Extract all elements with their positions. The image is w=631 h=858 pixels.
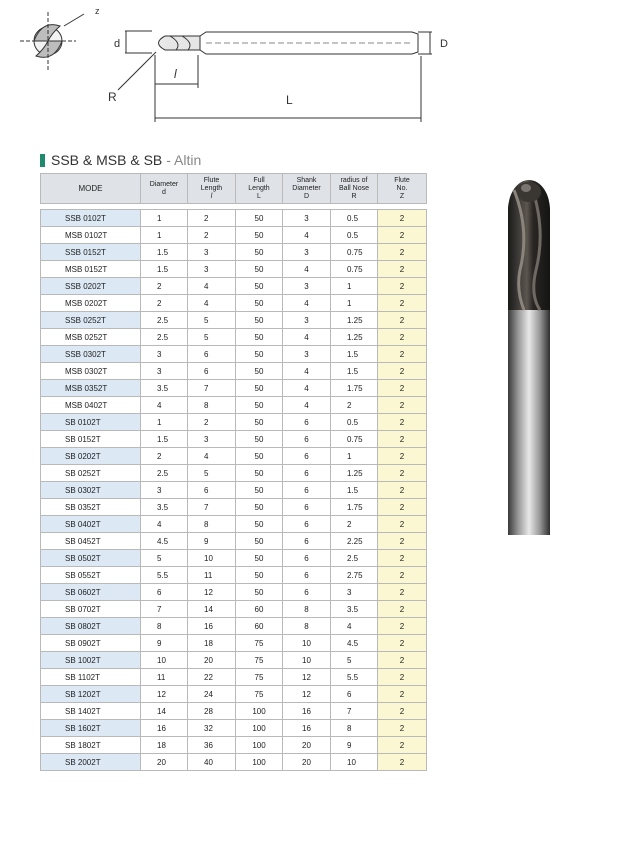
full-length-L-cell: 100 <box>236 703 283 720</box>
diameter-d-cell: 3 <box>141 346 188 363</box>
model-code-cell: SSB 0302T <box>41 346 141 363</box>
table-row <box>41 499 427 516</box>
shank-diameter-D-cell: 6 <box>283 533 331 550</box>
full-length-L-cell: 50 <box>236 516 283 533</box>
end-mill-product-image <box>500 170 560 540</box>
header-flute-length: Flute Length l <box>188 174 236 204</box>
flute-count-Z-cell: 2 <box>378 312 427 329</box>
ball-nose-radius-R-cell: 1 <box>331 278 378 295</box>
end-view-diagram <box>20 12 84 70</box>
full-length-L-cell: 75 <box>236 669 283 686</box>
full-length-L-cell: 50 <box>236 567 283 584</box>
table-row <box>41 448 427 465</box>
shank-diameter-D-cell: 6 <box>283 465 331 482</box>
full-length-L-cell: 50 <box>236 448 283 465</box>
model-code-cell: SB 0902T <box>41 635 141 652</box>
model-code-cell: SB 2002T <box>41 754 141 771</box>
shank-diameter-D-cell: 3 <box>283 346 331 363</box>
model-code-cell: SB 0252T <box>41 465 141 482</box>
diameter-d-cell: 1 <box>141 227 188 244</box>
diameter-d-cell: 2.5 <box>141 329 188 346</box>
table-row <box>41 312 427 329</box>
flute-length-l-cell: 20 <box>188 652 236 669</box>
model-code-cell: SSB 0102T <box>41 210 141 227</box>
flute-count-Z-cell: 2 <box>378 380 427 397</box>
ball-nose-radius-R-cell: 0.5 <box>331 210 378 227</box>
table-row <box>41 295 427 312</box>
flute-count-Z-cell: 2 <box>378 499 427 516</box>
full-length-L-cell: 50 <box>236 346 283 363</box>
ball-nose-radius-R-cell: 3 <box>331 584 378 601</box>
flute-length-l-cell: 16 <box>188 618 236 635</box>
diameter-d-cell: 11 <box>141 669 188 686</box>
shank-diameter-D-cell: 10 <box>283 635 331 652</box>
shank-diameter-D-cell: 6 <box>283 448 331 465</box>
flute-count-Z-cell: 2 <box>378 465 427 482</box>
table-row <box>41 703 427 720</box>
flute-length-l-cell: 5 <box>188 329 236 346</box>
flute-count-Z-cell: 2 <box>378 669 427 686</box>
flute-length-l-cell: 9 <box>188 533 236 550</box>
shank-diameter-D-cell: 6 <box>283 482 331 499</box>
flute-length-l-cell: 7 <box>188 380 236 397</box>
l-label: l <box>174 67 177 81</box>
model-code-cell: MSB 0102T <box>41 227 141 244</box>
full-length-L-cell: 50 <box>236 533 283 550</box>
flute-length-l-cell: 3 <box>188 244 236 261</box>
table-row <box>41 652 427 669</box>
full-length-L-cell: 50 <box>236 465 283 482</box>
table-row <box>41 584 427 601</box>
shank-diameter-D-cell: 6 <box>283 431 331 448</box>
full-length-L-cell: 75 <box>236 652 283 669</box>
flute-length-l-cell: 4 <box>188 448 236 465</box>
ball-nose-radius-R-cell: 2 <box>331 397 378 414</box>
shank-diameter-D-cell: 20 <box>283 754 331 771</box>
full-length-L-cell: 100 <box>236 737 283 754</box>
shank-diameter-D-cell: 3 <box>283 210 331 227</box>
shank-diameter-D-cell: 3 <box>283 312 331 329</box>
flute-length-l-cell: 3 <box>188 431 236 448</box>
table-row <box>41 754 427 771</box>
flute-length-l-cell: 4 <box>188 278 236 295</box>
table-row <box>41 210 427 227</box>
shank-diameter-D-cell: 6 <box>283 567 331 584</box>
flute-length-l-cell: 2 <box>188 414 236 431</box>
flute-count-Z-cell: 2 <box>378 414 427 431</box>
shank-diameter-D-cell: 8 <box>283 601 331 618</box>
model-code-cell: SSB 0202T <box>41 278 141 295</box>
table-row <box>41 635 427 652</box>
full-length-L-cell: 50 <box>236 397 283 414</box>
z-axis-label: z <box>95 6 100 16</box>
diameter-d-cell: 1 <box>141 210 188 227</box>
ball-nose-radius-R-cell: 1.75 <box>331 380 378 397</box>
full-length-L-cell: 50 <box>236 329 283 346</box>
table-row <box>41 278 427 295</box>
model-code-cell: SB 0802T <box>41 618 141 635</box>
shank-diameter-D-cell: 6 <box>283 584 331 601</box>
table-row <box>41 516 427 533</box>
flute-count-Z-cell: 2 <box>378 567 427 584</box>
diameter-d-cell: 3.5 <box>141 499 188 516</box>
flute-length-l-cell: 6 <box>188 363 236 380</box>
shank-diameter-D-cell: 4 <box>283 261 331 278</box>
diameter-d-cell: 10 <box>141 652 188 669</box>
flute-count-Z-cell: 2 <box>378 754 427 771</box>
table-row <box>41 227 427 244</box>
model-code-cell: SB 0152T <box>41 431 141 448</box>
shank-diameter-D-cell: 4 <box>283 397 331 414</box>
flute-length-l-cell: 8 <box>188 516 236 533</box>
shank-diameter-D-cell: 16 <box>283 720 331 737</box>
ball-nose-radius-R-cell: 1.5 <box>331 482 378 499</box>
flute-count-Z-cell: 2 <box>378 703 427 720</box>
table-row <box>41 465 427 482</box>
ball-nose-radius-R-cell: 1.5 <box>331 346 378 363</box>
ball-nose-radius-R-cell: 1.5 <box>331 363 378 380</box>
model-code-cell: SB 0202T <box>41 448 141 465</box>
table-row <box>41 397 427 414</box>
flute-count-Z-cell: 2 <box>378 363 427 380</box>
flute-count-Z-cell: 2 <box>378 601 427 618</box>
ball-nose-radius-R-cell: 1 <box>331 295 378 312</box>
model-code-cell: SB 1602T <box>41 720 141 737</box>
full-length-L-cell: 75 <box>236 686 283 703</box>
ball-nose-radius-R-cell: 1.25 <box>331 312 378 329</box>
diameter-d-cell: 8 <box>141 618 188 635</box>
model-code-cell: SB 0702T <box>41 601 141 618</box>
model-code-cell: SB 0302T <box>41 482 141 499</box>
flute-length-l-cell: 6 <box>188 346 236 363</box>
diameter-d-cell: 12 <box>141 686 188 703</box>
flute-count-Z-cell: 2 <box>378 448 427 465</box>
R-label: R <box>108 90 117 104</box>
diameter-d-cell: 3 <box>141 482 188 499</box>
ball-nose-radius-R-cell: 1.75 <box>331 499 378 516</box>
diameter-d-cell: 2 <box>141 448 188 465</box>
flute-length-l-cell: 5 <box>188 312 236 329</box>
ball-nose-radius-R-cell: 1 <box>331 448 378 465</box>
ball-nose-radius-R-cell: 0.75 <box>331 431 378 448</box>
full-length-L-cell: 50 <box>236 414 283 431</box>
model-code-cell: SSB 0152T <box>41 244 141 261</box>
ball-nose-radius-R-cell: 0.5 <box>331 227 378 244</box>
flute-length-l-cell: 22 <box>188 669 236 686</box>
table-row <box>41 618 427 635</box>
table-row <box>41 329 427 346</box>
flute-count-Z-cell: 2 <box>378 278 427 295</box>
header-ball-nose-radius: radius of Ball Nose R <box>331 174 378 204</box>
diameter-d-cell: 18 <box>141 737 188 754</box>
header-full-length: Full Length L <box>236 174 283 204</box>
ball-nose-radius-R-cell: 4 <box>331 618 378 635</box>
table-row <box>41 261 427 278</box>
diameter-d-cell: 1.5 <box>141 261 188 278</box>
flute-count-Z-cell: 2 <box>378 720 427 737</box>
flute-count-Z-cell: 2 <box>378 210 427 227</box>
ball-nose-radius-R-cell: 9 <box>331 737 378 754</box>
diameter-d-cell: 5 <box>141 550 188 567</box>
model-code-cell: SB 1102T <box>41 669 141 686</box>
ball-nose-radius-R-cell: 2.75 <box>331 567 378 584</box>
shank-diameter-D-cell: 3 <box>283 244 331 261</box>
flute-length-l-cell: 18 <box>188 635 236 652</box>
ball-nose-radius-R-cell: 6 <box>331 686 378 703</box>
model-code-cell: SB 0602T <box>41 584 141 601</box>
title-accent-bar <box>40 154 45 167</box>
ball-nose-radius-R-cell: 2 <box>331 516 378 533</box>
shank-diameter-D-cell: 4 <box>283 329 331 346</box>
table-row <box>41 431 427 448</box>
ball-nose-radius-R-cell: 0.75 <box>331 244 378 261</box>
header-mode: MODE <box>41 174 141 204</box>
shank-diameter-D-cell: 4 <box>283 227 331 244</box>
flute-length-l-cell: 14 <box>188 601 236 618</box>
flute-length-l-cell: 32 <box>188 720 236 737</box>
table-row <box>41 550 427 567</box>
flute-length-l-cell: 12 <box>188 584 236 601</box>
flute-count-Z-cell: 2 <box>378 482 427 499</box>
full-length-L-cell: 50 <box>236 295 283 312</box>
flute-count-Z-cell: 2 <box>378 346 427 363</box>
section-title <box>40 150 201 170</box>
table-row <box>41 244 427 261</box>
model-code-cell: SB 1802T <box>41 737 141 754</box>
full-length-L-cell: 50 <box>236 499 283 516</box>
header-diameter: Diameter d <box>141 174 188 204</box>
specification-table <box>40 173 427 771</box>
diameter-d-cell: 6 <box>141 584 188 601</box>
flute-length-l-cell: 7 <box>188 499 236 516</box>
diameter-d-cell: 1 <box>141 414 188 431</box>
shank-diameter-D-cell: 3 <box>283 278 331 295</box>
flute-count-Z-cell: 2 <box>378 652 427 669</box>
ball-nose-radius-R-cell: 3.5 <box>331 601 378 618</box>
diameter-d-cell: 4 <box>141 397 188 414</box>
ball-nose-radius-R-cell: 5.5 <box>331 669 378 686</box>
table-row <box>41 533 427 550</box>
model-code-cell: SB 1402T <box>41 703 141 720</box>
model-code-cell: SB 0502T <box>41 550 141 567</box>
flute-count-Z-cell: 2 <box>378 431 427 448</box>
flute-count-Z-cell: 2 <box>378 635 427 652</box>
ball-nose-radius-R-cell: 2.25 <box>331 533 378 550</box>
table-row <box>41 737 427 754</box>
diameter-d-cell: 3.5 <box>141 380 188 397</box>
model-code-cell: MSB 0302T <box>41 363 141 380</box>
model-code-cell: SB 1202T <box>41 686 141 703</box>
model-code-cell: SB 0452T <box>41 533 141 550</box>
flute-count-Z-cell: 2 <box>378 618 427 635</box>
model-code-cell: MSB 0152T <box>41 261 141 278</box>
diameter-d-cell: 2.5 <box>141 312 188 329</box>
shank-diameter-D-cell: 4 <box>283 295 331 312</box>
diameter-d-cell: 1.5 <box>141 244 188 261</box>
full-length-L-cell: 75 <box>236 635 283 652</box>
full-length-L-cell: 60 <box>236 601 283 618</box>
ball-nose-radius-R-cell: 8 <box>331 720 378 737</box>
model-code-cell: SB 0352T <box>41 499 141 516</box>
flute-length-l-cell: 10 <box>188 550 236 567</box>
side-view-diagram <box>118 31 432 122</box>
diameter-d-cell: 5.5 <box>141 567 188 584</box>
model-code-cell: MSB 0202T <box>41 295 141 312</box>
table-row <box>41 601 427 618</box>
flute-count-Z-cell: 2 <box>378 244 427 261</box>
ball-nose-radius-R-cell: 2.5 <box>331 550 378 567</box>
model-code-cell: SB 0552T <box>41 567 141 584</box>
flute-count-Z-cell: 2 <box>378 261 427 278</box>
flute-count-Z-cell: 2 <box>378 584 427 601</box>
flute-length-l-cell: 5 <box>188 465 236 482</box>
diameter-d-cell: 20 <box>141 754 188 771</box>
flute-length-l-cell: 2 <box>188 227 236 244</box>
flute-count-Z-cell: 2 <box>378 397 427 414</box>
full-length-L-cell: 100 <box>236 754 283 771</box>
ball-nose-radius-R-cell: 1.25 <box>331 329 378 346</box>
diameter-d-cell: 2 <box>141 295 188 312</box>
flute-count-Z-cell: 2 <box>378 533 427 550</box>
full-length-L-cell: 50 <box>236 227 283 244</box>
flute-count-Z-cell: 2 <box>378 550 427 567</box>
flute-length-l-cell: 6 <box>188 482 236 499</box>
shank-diameter-D-cell: 8 <box>283 618 331 635</box>
flute-length-l-cell: 24 <box>188 686 236 703</box>
flute-count-Z-cell: 2 <box>378 329 427 346</box>
flute-length-l-cell: 4 <box>188 295 236 312</box>
table-row <box>41 363 427 380</box>
D-label: D <box>440 38 448 50</box>
ball-nose-radius-R-cell: 5 <box>331 652 378 669</box>
diameter-d-cell: 1.5 <box>141 431 188 448</box>
full-length-L-cell: 60 <box>236 618 283 635</box>
model-code-cell: SB 0102T <box>41 414 141 431</box>
ball-nose-radius-R-cell: 0.75 <box>331 261 378 278</box>
shank-diameter-D-cell: 4 <box>283 380 331 397</box>
table-row <box>41 482 427 499</box>
flute-length-l-cell: 8 <box>188 397 236 414</box>
model-code-cell: MSB 0402T <box>41 397 141 414</box>
d-label: d <box>114 38 121 50</box>
flute-length-l-cell: 2 <box>188 210 236 227</box>
full-length-L-cell: 50 <box>236 431 283 448</box>
full-length-L-cell: 50 <box>236 312 283 329</box>
flute-length-l-cell: 40 <box>188 754 236 771</box>
diameter-d-cell: 16 <box>141 720 188 737</box>
shank-diameter-D-cell: 4 <box>283 363 331 380</box>
shank-diameter-D-cell: 20 <box>283 737 331 754</box>
ball-nose-radius-R-cell: 10 <box>331 754 378 771</box>
table-row <box>41 686 427 703</box>
diameter-d-cell: 9 <box>141 635 188 652</box>
ball-nose-radius-R-cell: 1.25 <box>331 465 378 482</box>
table-row <box>41 669 427 686</box>
table-header-row <box>41 174 427 204</box>
coating-name: - Altin <box>166 152 202 168</box>
shank-diameter-D-cell: 16 <box>283 703 331 720</box>
shank-diameter-D-cell: 12 <box>283 686 331 703</box>
shank-diameter-D-cell: 12 <box>283 669 331 686</box>
table-row <box>41 380 427 397</box>
shank-diameter-D-cell: 10 <box>283 652 331 669</box>
shank-diameter-D-cell: 6 <box>283 499 331 516</box>
diameter-d-cell: 4.5 <box>141 533 188 550</box>
header-flute-number: Flute No. Z <box>378 174 427 204</box>
shank-diameter-D-cell: 6 <box>283 414 331 431</box>
diameter-d-cell: 2 <box>141 278 188 295</box>
ball-nose-radius-R-cell: 4.5 <box>331 635 378 652</box>
model-code-cell: SB 1002T <box>41 652 141 669</box>
table-row <box>41 346 427 363</box>
flute-count-Z-cell: 2 <box>378 516 427 533</box>
ball-nose-radius-R-cell: 7 <box>331 703 378 720</box>
flute-length-l-cell: 3 <box>188 261 236 278</box>
flute-length-l-cell: 11 <box>188 567 236 584</box>
full-length-L-cell: 50 <box>236 380 283 397</box>
full-length-L-cell: 50 <box>236 244 283 261</box>
flute-length-l-cell: 36 <box>188 737 236 754</box>
flute-count-Z-cell: 2 <box>378 686 427 703</box>
full-length-L-cell: 50 <box>236 482 283 499</box>
diameter-d-cell: 2.5 <box>141 465 188 482</box>
diameter-d-cell: 7 <box>141 601 188 618</box>
table-row <box>41 720 427 737</box>
diameter-d-cell: 4 <box>141 516 188 533</box>
flute-length-l-cell: 28 <box>188 703 236 720</box>
model-code-cell: MSB 0252T <box>41 329 141 346</box>
tool-dimension-drawing <box>0 0 631 135</box>
full-length-L-cell: 50 <box>236 261 283 278</box>
diameter-d-cell: 3 <box>141 363 188 380</box>
flute-count-Z-cell: 2 <box>378 737 427 754</box>
shank-diameter-D-cell: 6 <box>283 550 331 567</box>
header-shank-diameter: Shank Diameter D <box>283 174 331 204</box>
full-length-L-cell: 100 <box>236 720 283 737</box>
model-code-cell: MSB 0352T <box>41 380 141 397</box>
table-row <box>41 414 427 431</box>
ball-nose-radius-R-cell: 0.5 <box>331 414 378 431</box>
model-code-cell: SSB 0252T <box>41 312 141 329</box>
model-code-cell: SB 0402T <box>41 516 141 533</box>
full-length-L-cell: 50 <box>236 210 283 227</box>
table-row <box>41 567 427 584</box>
full-length-L-cell: 50 <box>236 550 283 567</box>
full-length-L-cell: 50 <box>236 584 283 601</box>
shank-diameter-D-cell: 6 <box>283 516 331 533</box>
full-length-L-cell: 50 <box>236 363 283 380</box>
diameter-d-cell: 14 <box>141 703 188 720</box>
series-name: SSB & MSB & SB <box>51 152 163 168</box>
flute-count-Z-cell: 2 <box>378 295 427 312</box>
L-label: L <box>286 93 293 107</box>
full-length-L-cell: 50 <box>236 278 283 295</box>
flute-count-Z-cell: 2 <box>378 227 427 244</box>
